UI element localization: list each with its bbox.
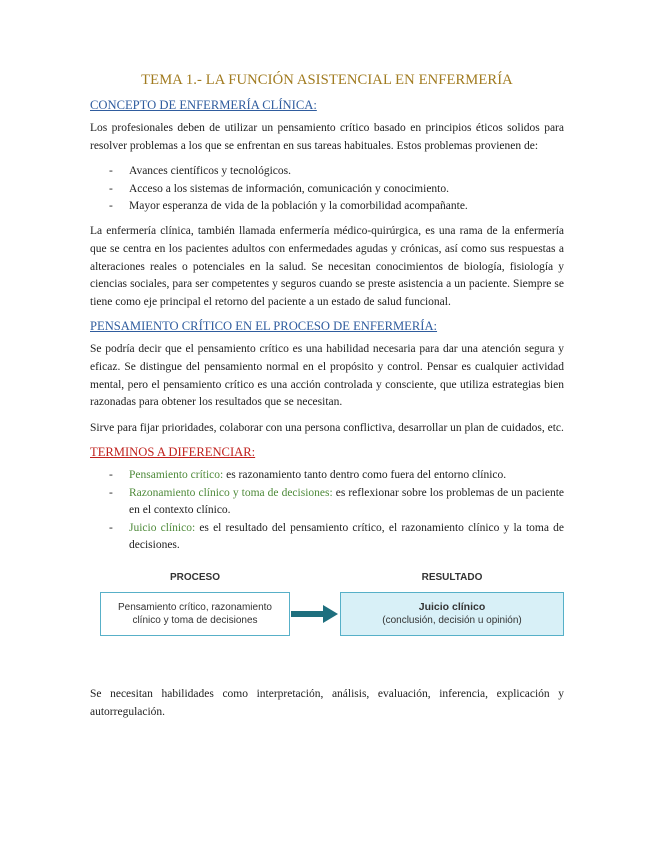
terms-list [90, 467, 564, 554]
closing-paragraph: Se necesitan habilidades como interpretación, análisis, evaluación, inferencia, explicación y autorregulación. [90, 688, 564, 718]
clinical-nursing-paragraph: La enfermería clínica, también llamada enfermería médico-quirúrgica, es una rama de la enfermería que se centra en los pacientes adultos con enfermedades agudas y crónicas, así como sus respuestas a alteraciones reales o potenciales en la salud. Se necesitan conocimientos de biología, fisiología y ciencias sociales, para ser competentes y seguros cuando se preste asistencia a un paciente. Siempre se tiene como eje principal el retorno del paciente a un estado de salud funcional. [90, 225, 564, 308]
dash-bullet: - [109, 486, 113, 499]
dash-bullet: - [109, 165, 113, 178]
section-heading-pensamiento: PENSAMIENTO CRÍTICO EN EL PROCESO DE ENFERMERÍA: [90, 319, 438, 334]
dash-bullet: - [109, 469, 113, 482]
dash-bullet: - [109, 521, 113, 534]
critical-thinking-paragraph: Se podría decir que el pensamiento crítico es una habilidad necesaria para dar una atención segura y eficaz. Se distingue del pensamiento normal en el propósito y control. Pensar es cualquier actividad mental, pero el pensamiento crítico es una acción controlada y consciente, que utiliza estrategias bien razonadas para obtener los resultados que se necesitan. [90, 343, 564, 409]
list-item [90, 181, 564, 198]
problem-sources-list [90, 163, 564, 215]
process-box-line: Pensamiento crítico, razonamiento [118, 602, 272, 614]
process-box-line: clínico y toma de decisiones [132, 615, 258, 627]
dash-bullet: - [109, 182, 113, 195]
list-item-text: Avances científicos y tecnológicos. [129, 165, 292, 178]
arrow-right-icon [291, 604, 339, 624]
intro-paragraph: Los profesionales deben de utilizar un pensamiento crítico basado en principios éticos solidos para resolver problemas a los que se enfrentan en sus tareas habituales. Estos problemas provienen de: [90, 122, 564, 152]
list-item-text: Mayor esperanza de vida de la población y la comorbilidad acompañante. [129, 200, 468, 212]
section-heading-terminos: TERMINOS A DIFERENCIAR: [90, 445, 256, 460]
term-definition: es razonamiento tanto dentro como fuera del entorno clínico. [223, 469, 507, 482]
list-item [90, 198, 564, 215]
result-box-title: Juicio clínico [418, 601, 486, 614]
result-label: RESULTADO [421, 572, 483, 584]
term-definition: es reflexionar sobre los problemas de un paciente en el contexto clínico. [129, 486, 564, 517]
process-box [100, 592, 290, 636]
purpose-paragraph: Sirve para fijar prioridades, colaborar con una persona conflictiva, desarrollar un plan de cuidados, etc. [90, 421, 564, 434]
term-label: Pensamiento crítico: [129, 469, 224, 482]
section-heading-concepto: CONCEPTO DE ENFERMERÍA CLÍNICA: [90, 98, 317, 112]
term-label: Juicio clínico: [129, 521, 196, 534]
process-label: PROCESO [169, 572, 220, 584]
process-result-diagram [100, 572, 574, 668]
term-item [90, 520, 564, 555]
term-label: Razonamiento clínico y toma de decisiones: [129, 486, 333, 499]
document-title: TEMA 1.- LA FUNCIÓN ASISTENCIAL EN ENFERMERÍA [141, 72, 513, 88]
list-item [90, 163, 564, 180]
term-definition: es el resultado del pensamiento crítico, el razonamiento clínico y la toma de decisiones. [129, 521, 564, 551]
document-page [90, 72, 564, 730]
dash-bullet: - [109, 200, 113, 212]
term-item [90, 467, 564, 484]
term-item [90, 485, 564, 520]
result-box [340, 592, 564, 636]
list-item-text: Acceso a los sistemas de información, comunicación y conocimiento. [129, 182, 449, 195]
result-box-subtitle: (conclusión, decisión u opinión) [382, 615, 522, 627]
